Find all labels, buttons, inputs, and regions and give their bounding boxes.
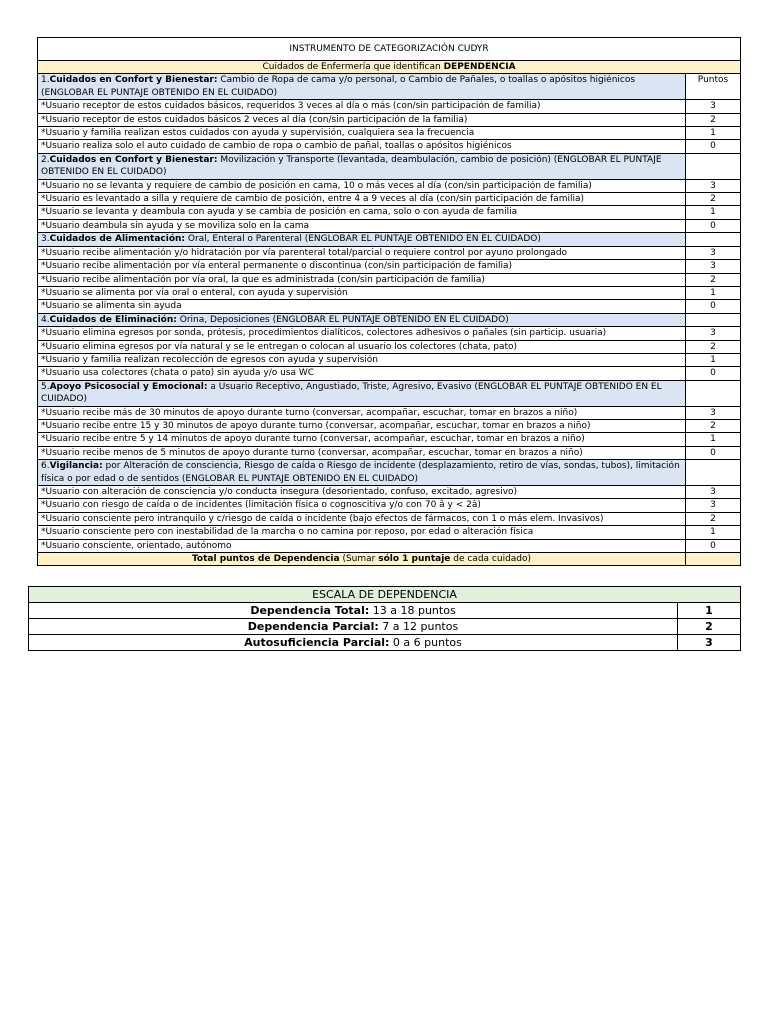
category-points-cell — [686, 460, 741, 486]
scale-range: 0 a 6 puntos — [389, 635, 462, 649]
item-text: *Usuario realiza solo el auto cuidado de cambio de ropa o cambio de pañal, toallas o apósitos higiénicos — [38, 140, 686, 153]
category-number: 2. — [41, 154, 50, 165]
item-points: 3 — [686, 327, 741, 340]
category-name: Apoyo Psicosocial y Emocional: — [49, 381, 208, 392]
category-points-cell — [686, 233, 741, 246]
category-detail: Cambio de Ropa de cama y/o personal, o Cambio de Pañales, o toallas o apósitos higiénicos (ENGLOBAR EL PUNTAJE OBTENIDO EN EL CUIDADO) — [41, 75, 636, 98]
item-row — [38, 446, 741, 459]
item-points: 3 — [686, 499, 741, 512]
subtitle-row — [38, 61, 741, 74]
subtitle-prefix: Cuidados de Enfermería que identifican — [262, 62, 444, 72]
category-number: 1. — [41, 75, 50, 86]
item-points: 1 — [686, 433, 741, 446]
item-points: 2 — [686, 512, 741, 525]
item-points: 1 — [686, 353, 741, 366]
title-row — [38, 38, 741, 61]
scale-level: 1 — [678, 603, 741, 619]
category-name: Cuidados de Alimentación: — [49, 234, 186, 245]
item-text: *Usuario consciente, orientado, autónomo — [38, 539, 686, 552]
item-row — [38, 113, 741, 126]
total-points-cell — [686, 553, 741, 566]
item-row — [38, 486, 741, 499]
scale-label-cell — [29, 635, 678, 651]
item-points: 1 — [686, 286, 741, 299]
item-text: *Usuario recibe alimentación por vía oral, la que es administrada (con/sin participación de familia) — [38, 273, 686, 286]
category-name: Cuidados en Confort y Bienestar: — [49, 154, 218, 165]
item-text: *Usuario con riesgo de caída o de incidentes (limitación física o cognoscitiva y/o con 70 â y < 2â) — [38, 499, 686, 512]
category-description — [38, 313, 686, 326]
item-row — [38, 140, 741, 153]
item-text: *Usuario es levantado a silla y requiere de cambio de posición, entre 4 a 9 veces al día (con/sin participación de familia) — [38, 193, 686, 206]
item-row — [38, 100, 741, 113]
item-text: *Usuario recibe entre 15 y 30 minutos de apoyo durante turno (conversar, acompañar, escuchar, tomar en brazos a niño) — [38, 419, 686, 432]
item-text: *Usuario recibe alimentación por vía enteral permanente o discontinua (con/sin participación de familia) — [38, 260, 686, 273]
category-number: 5. — [41, 381, 50, 392]
item-text: *Usuario recibe entre 5 y 14 minutos de apoyo durante turno (conversar, acompañar, escuchar, tomar en brazos a niño) — [38, 433, 686, 446]
scale-label: Autosuficiencia Parcial: — [244, 635, 390, 649]
item-row — [38, 273, 741, 286]
category-row — [38, 460, 741, 486]
total-label — [38, 553, 686, 566]
scale-label-cell — [29, 619, 678, 635]
item-text: *Usuario y familia realizan recolección de egresos con ayuda y supervisión — [38, 353, 686, 366]
item-points: 1 — [686, 206, 741, 219]
item-points: 2 — [686, 113, 741, 126]
item-text: *Usuario y familia realizan estos cuidados con ayuda y supervisión, cualquiera sea la frecuencia — [38, 127, 686, 140]
scale-row — [29, 635, 741, 651]
item-text: *Usuario se levanta y deambula con ayuda y se cambia de posición en cama, solo o con ayuda de familia — [38, 206, 686, 219]
category-row — [38, 153, 741, 179]
item-row — [38, 340, 741, 353]
item-text: *Usuario recibe alimentación y/o hidratación por vía parenteral total/parcial o requiere control por ayuno prolongado — [38, 246, 686, 259]
item-row — [38, 286, 741, 299]
item-row — [38, 419, 741, 432]
item-points: 3 — [686, 179, 741, 192]
category-row — [38, 313, 741, 326]
scale-row — [29, 619, 741, 635]
total-bold-2: sólo 1 puntaje — [378, 554, 451, 565]
instrument-subtitle — [38, 61, 741, 74]
item-points: 3 — [686, 246, 741, 259]
scale-title: ESCALA DE DEPENDENCIA — [29, 587, 741, 603]
category-description — [38, 233, 686, 246]
item-row — [38, 219, 741, 232]
category-name: Cuidados en Confort y Bienestar: — [49, 75, 218, 86]
dependency-scale-table — [28, 586, 741, 651]
category-row — [38, 74, 741, 100]
category-description — [38, 153, 686, 179]
item-text: *Usuario usa colectores (chata o pato) sin ayuda y/o usa WC — [38, 367, 686, 380]
category-detail: Movilización y Transporte (levantada, deambulación, cambio de posición) (ENGLOBAR EL PUNTAJE OBTENIDO EN EL CUIDADO) — [41, 154, 662, 178]
item-points: 1 — [686, 127, 741, 140]
scale-label-cell — [29, 603, 678, 619]
category-detail: Orina, Deposiciones (ENGLOBAR EL PUNTAJE OBTENIDO EN EL CUIDADO) — [176, 314, 509, 325]
cudyr-instrument-table — [37, 37, 741, 566]
item-points: 3 — [686, 406, 741, 419]
item-points: 0 — [686, 140, 741, 153]
scale-level: 3 — [678, 635, 741, 651]
item-points: 2 — [686, 340, 741, 353]
item-row — [38, 367, 741, 380]
category-name: Vigilancia: — [49, 461, 103, 472]
category-description — [38, 380, 686, 406]
item-row — [38, 526, 741, 539]
item-points: 0 — [686, 539, 741, 552]
category-row — [38, 380, 741, 406]
category-points-cell — [686, 153, 741, 179]
cudyr-table-body — [38, 38, 741, 566]
total-mid: (Sumar — [339, 554, 379, 565]
item-points: 3 — [686, 486, 741, 499]
item-text: *Usuario se alimenta por vía oral o enteral, con ayuda y supervisión — [38, 286, 686, 299]
category-points-cell — [686, 313, 741, 326]
total-end: de cada cuidado) — [450, 554, 532, 565]
item-row — [38, 127, 741, 140]
scale-row — [29, 603, 741, 619]
category-name: Cuidados de Eliminación: — [49, 314, 177, 325]
total-row — [38, 553, 741, 566]
category-detail: Oral, Enteral o Parenteral (ENGLOBAR EL PUNTAJE OBTENIDO EN EL CUIDADO) — [185, 234, 541, 245]
item-row — [38, 353, 741, 366]
category-description — [38, 74, 686, 100]
instrument-title: INSTRUMENTO DE CATEGORIZACIÓN CUDYR — [38, 38, 741, 61]
item-text: *Usuario recibe menos de 5 minutos de apoyo durante turno (conversar, acompañar, escuchar, tomar en brazos a niño) — [38, 446, 686, 459]
scale-range: 7 a 12 puntos — [378, 619, 459, 633]
item-points: 2 — [686, 193, 741, 206]
total-bold: Total puntos de Dependencia — [191, 554, 340, 565]
item-text: *Usuario elimina egresos por sonda, prótesis, procedimientos dialíticos, colectores adhesivos o pañales (sin particip. usuaria) — [38, 327, 686, 340]
item-row — [38, 499, 741, 512]
points-header: Puntos — [686, 74, 741, 100]
category-detail: a Usuario Receptivo, Angustiado, Triste, Agresivo, Evasivo (ENGLOBAR EL PUNTAJE OBTENIDO EN EL CUIDADO) — [41, 381, 662, 405]
category-row — [38, 233, 741, 246]
category-detail: por Alteración de consciencia, Riesgo de caída o Riesgo de incidente (desplazamiento, retiro de vías, sondas, tubos), limitación física o por edad o de sentidos (ENGLOBAR EL PUNTAJE OBTENIDO EN EL CUIDADO) — [41, 461, 680, 484]
item-row — [38, 512, 741, 525]
category-number: 4. — [41, 314, 50, 325]
item-row — [38, 179, 741, 192]
subtitle-bold: DEPENDENCIA — [443, 62, 516, 72]
scale-label: Dependencia Parcial: — [247, 619, 379, 633]
item-text: *Usuario no se levanta y requiere de cambio de posición en cama, 10 o más veces al día (con/sin participación de familia) — [38, 179, 686, 192]
item-points: 1 — [686, 526, 741, 539]
item-row — [38, 539, 741, 552]
item-text: *Usuario se alimenta sin ayuda — [38, 300, 686, 313]
item-row — [38, 433, 741, 446]
item-points: 0 — [686, 446, 741, 459]
item-row — [38, 206, 741, 219]
category-description — [38, 460, 686, 486]
item-row — [38, 327, 741, 340]
item-points: 3 — [686, 100, 741, 113]
item-text: *Usuario consciente pero con inestabilidad de la marcha o no camina por reposo, por edad o alteración física — [38, 526, 686, 539]
category-number: 6. — [41, 461, 50, 472]
item-text: *Usuario receptor de estos cuidados básicos, requeridos 3 veces al día o más (con/sin participación de familia) — [38, 100, 686, 113]
scale-label: Dependencia Total: — [250, 603, 370, 617]
scale-header-row — [29, 587, 741, 603]
item-text: *Usuario deambula sin ayuda y se moviliza solo en la cama — [38, 219, 686, 232]
category-points-cell — [686, 380, 741, 406]
item-text: *Usuario receptor de estos cuidados básicos 2 veces al día (con/sin participación de la familia) — [38, 113, 686, 126]
item-points: 3 — [686, 260, 741, 273]
scale-range: 13 a 18 puntos — [369, 603, 456, 617]
item-points: 0 — [686, 300, 741, 313]
item-text: *Usuario con alteración de consciencia y/o conducta insegura (desorientado, confuso, excitado, agresivo) — [38, 486, 686, 499]
item-text: *Usuario consciente pero intranquilo y c/riesgo de caída o incidente (bajo efectos de fármacos, con 1 o más elem. Invasivos) — [38, 512, 686, 525]
item-text: *Usuario recibe más de 30 minutos de apoyo durante turno (conversar, acompañar, escuchar, tomar en brazos a niño) — [38, 406, 686, 419]
item-row — [38, 260, 741, 273]
item-row — [38, 246, 741, 259]
item-row — [38, 300, 741, 313]
scale-level: 2 — [678, 619, 741, 635]
category-number: 3. — [41, 234, 50, 245]
item-points: 0 — [686, 219, 741, 232]
item-points: 2 — [686, 273, 741, 286]
item-points: 2 — [686, 419, 741, 432]
item-row — [38, 193, 741, 206]
item-text: *Usuario elimina egresos por vía natural y se le entregan o colocan al usuario los colectores (chata, pato) — [38, 340, 686, 353]
item-points: 0 — [686, 367, 741, 380]
item-row — [38, 406, 741, 419]
